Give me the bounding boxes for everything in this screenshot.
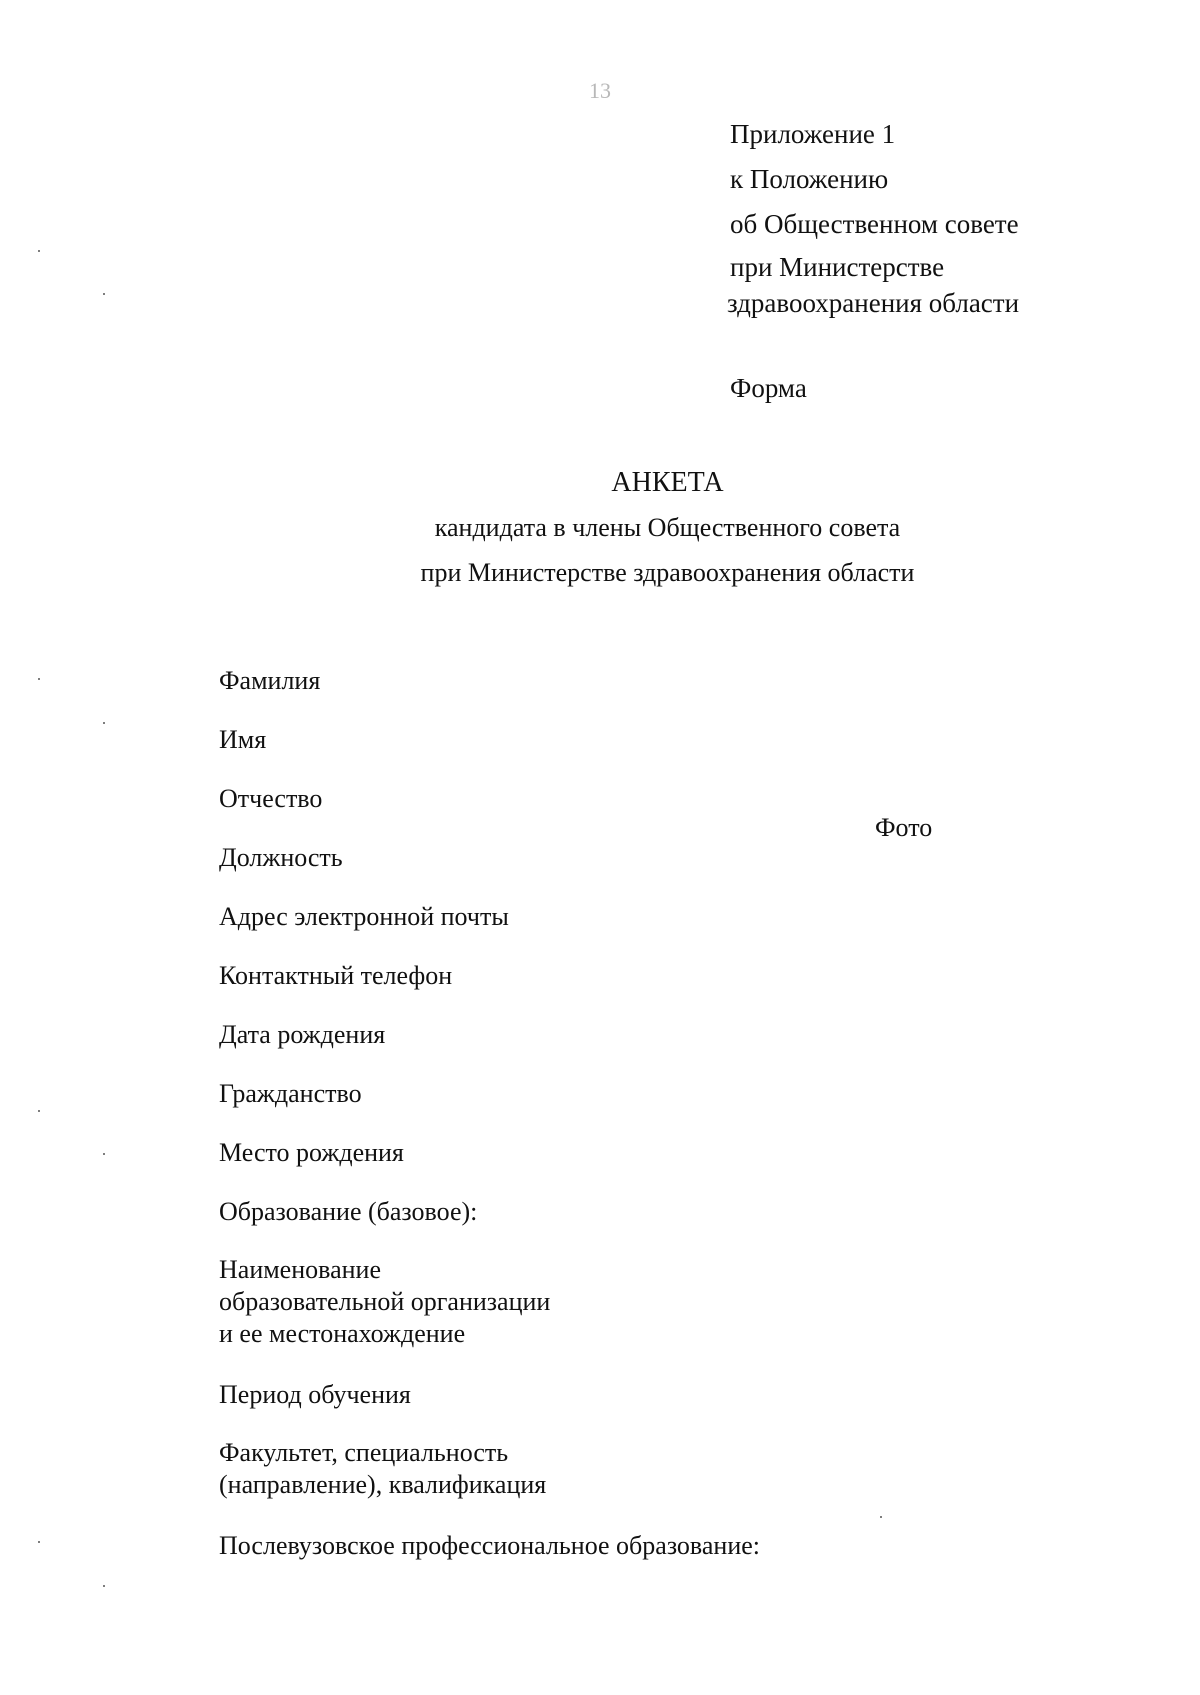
scan-speck: [38, 1110, 40, 1112]
field-faculty: [219, 1437, 760, 1529]
field-faculty-word-1: Факультет,: [219, 1438, 338, 1467]
field-faculty-line-2: (направление), квалификация: [219, 1470, 547, 1499]
appendix-line-5: здравоохранения области: [727, 288, 1020, 318]
field-email: Адрес электронной почты: [219, 902, 509, 931]
scan-speck: [38, 1541, 40, 1543]
field-patronymic: Отчество: [219, 784, 323, 813]
title-subtitle-1: кандидата в члены Общественного совета: [434, 513, 901, 542]
field-institution-line-2: образовательной организации: [219, 1287, 551, 1316]
questionnaire-fields: [219, 664, 760, 1588]
document-title: [330, 461, 1005, 595]
scan-speck: [103, 293, 105, 295]
field-name: Имя: [219, 725, 267, 754]
field-faculty-word-2: специальность: [344, 1438, 509, 1467]
scan-speck: [103, 1585, 105, 1587]
field-birth-date: Дата рождения: [219, 1020, 386, 1049]
field-institution-line-3: и ее местонахождение: [219, 1319, 466, 1348]
field-postgraduate: Послевузовское профессиональное образование:: [219, 1531, 760, 1560]
field-phone: Контактный телефон: [219, 961, 453, 990]
appendix-line-2: к Положению: [730, 164, 889, 194]
field-position: Должность: [219, 843, 343, 872]
field-institution-line-1: Наименование: [219, 1255, 381, 1284]
field-birth-place: Место рождения: [219, 1138, 404, 1167]
scan-speck: [103, 1153, 105, 1155]
scan-speck: [880, 1516, 882, 1518]
appendix-line-1: Приложение 1: [730, 119, 896, 149]
photo-placeholder: Фото: [875, 813, 933, 842]
field-study-period: Период обучения: [219, 1380, 411, 1409]
field-faculty-line-1: [219, 1437, 584, 1469]
field-citizenship: Гражданство: [219, 1079, 362, 1108]
scan-speck: [38, 678, 40, 680]
field-surname: Фамилия: [219, 666, 321, 695]
page-number: 13: [589, 78, 611, 103]
title-subtitle-2: при Министерстве здравоохранения области: [420, 558, 915, 587]
title-main: АНКЕТА: [611, 467, 724, 498]
appendix-line-4: при Министерстве: [730, 252, 945, 282]
appendix-header: [727, 112, 1020, 319]
field-institution: [219, 1254, 760, 1378]
scan-speck: [38, 250, 40, 252]
scan-speck: [103, 722, 105, 724]
field-education: Образование (базовое):: [219, 1197, 478, 1226]
appendix-line-3: об Общественном совете: [730, 209, 1019, 239]
form-label: Форма: [730, 373, 807, 403]
